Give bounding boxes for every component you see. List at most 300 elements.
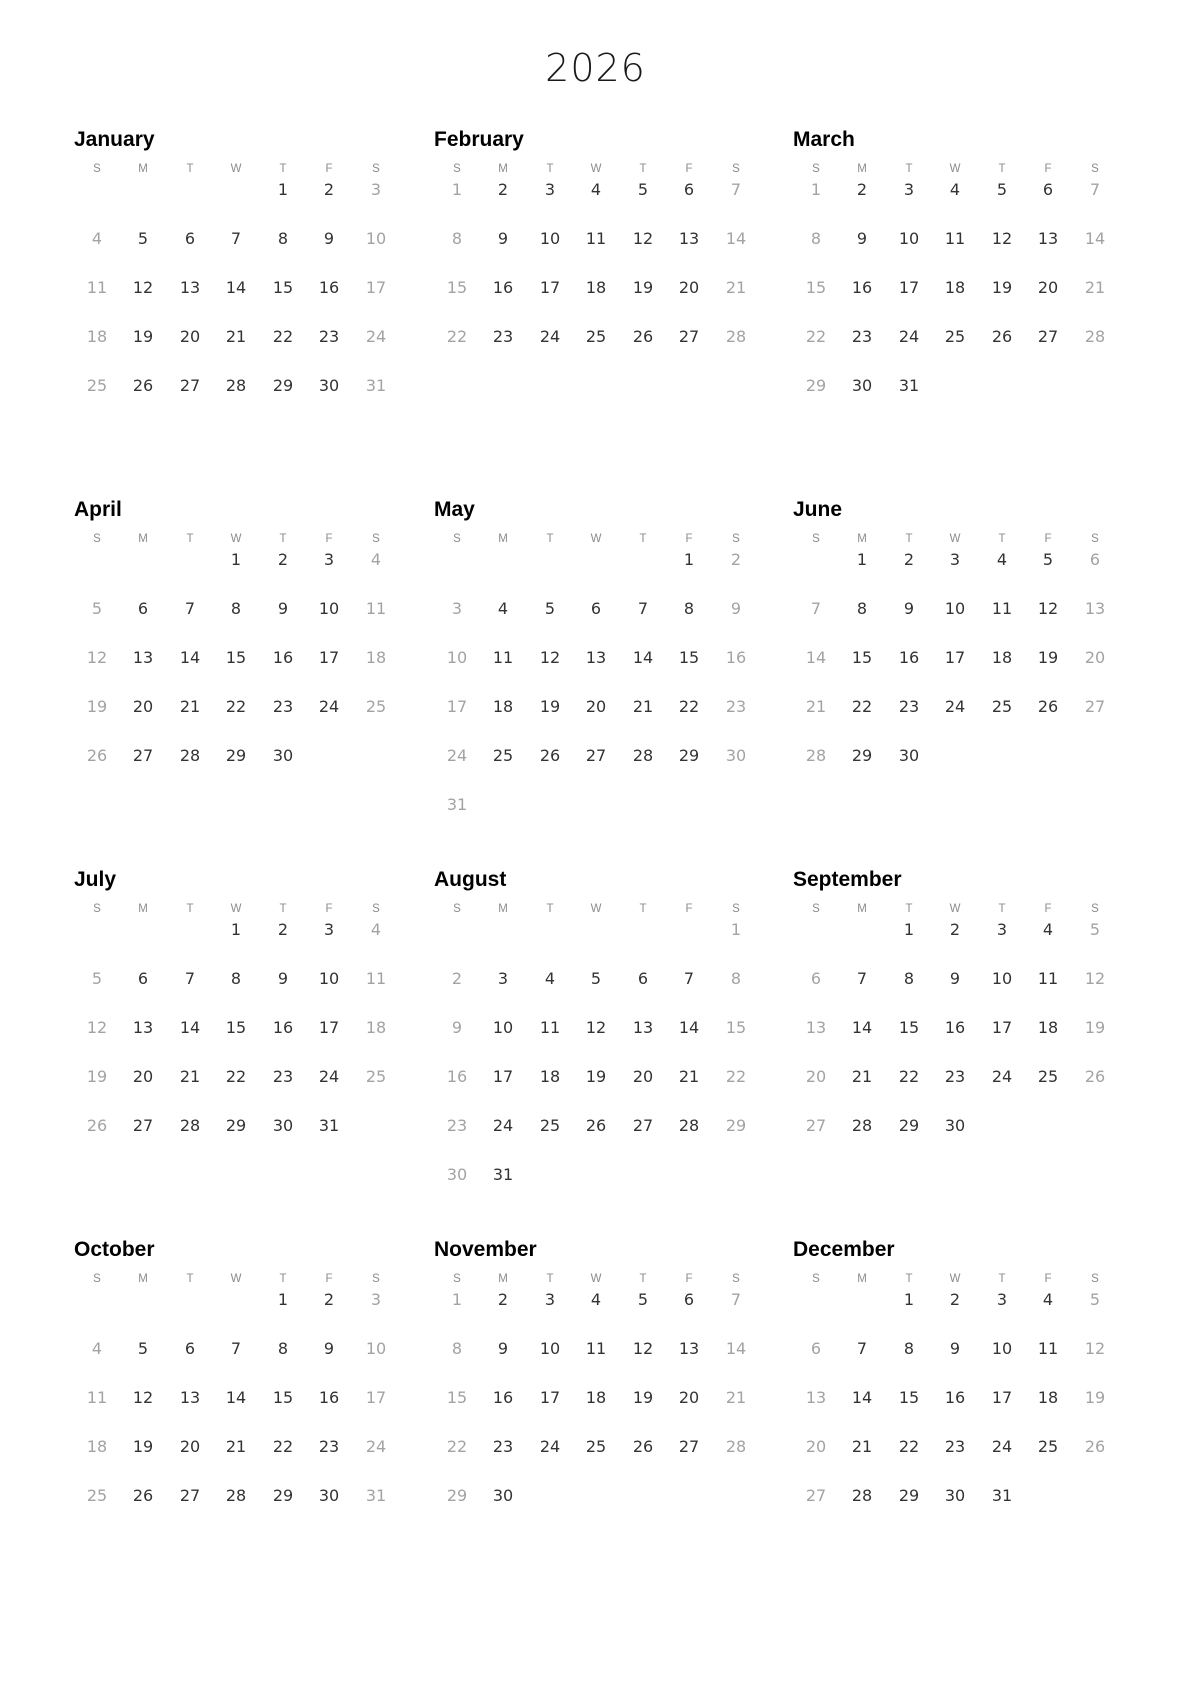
day-cell[interactable]: 8 xyxy=(903,1339,915,1358)
day-cell[interactable]: 24 xyxy=(539,1437,561,1456)
day-cell[interactable]: 1 xyxy=(230,920,242,939)
day-cell[interactable]: 14 xyxy=(632,648,654,667)
day-cell[interactable]: 4 xyxy=(1042,1290,1054,1309)
day-cell[interactable]: 8 xyxy=(903,969,915,988)
day-cell[interactable]: 12 xyxy=(632,229,654,248)
day-cell[interactable]: 27 xyxy=(585,746,607,765)
day-cell[interactable]: 22 xyxy=(898,1067,920,1086)
day-cell[interactable]: 6 xyxy=(810,1339,822,1358)
day-cell[interactable]: 12 xyxy=(86,648,108,667)
day-cell[interactable]: 8 xyxy=(451,229,463,248)
day-cell[interactable]: 19 xyxy=(1084,1018,1106,1037)
day-cell[interactable]: 12 xyxy=(86,1018,108,1037)
day-cell[interactable]: 16 xyxy=(272,1018,294,1037)
day-cell[interactable]: 5 xyxy=(91,599,103,618)
day-cell[interactable]: 17 xyxy=(365,1388,387,1407)
day-cell[interactable]: 23 xyxy=(318,327,340,346)
day-cell[interactable]: 22 xyxy=(805,327,827,346)
day-cell[interactable]: 29 xyxy=(678,746,700,765)
day-cell[interactable]: 7 xyxy=(637,599,649,618)
day-cell[interactable]: 2 xyxy=(949,920,961,939)
day-cell[interactable]: 12 xyxy=(1037,599,1059,618)
day-cell[interactable]: 12 xyxy=(132,278,154,297)
day-cell[interactable]: 17 xyxy=(898,278,920,297)
day-cell[interactable]: 7 xyxy=(683,969,695,988)
day-cell[interactable]: 27 xyxy=(132,1116,154,1135)
day-cell[interactable]: 30 xyxy=(492,1486,514,1505)
day-cell[interactable]: 16 xyxy=(851,278,873,297)
day-cell[interactable]: 11 xyxy=(585,1339,607,1358)
day-cell[interactable]: 3 xyxy=(949,550,961,569)
day-cell[interactable]: 4 xyxy=(544,969,556,988)
day-cell[interactable]: 29 xyxy=(225,1116,247,1135)
day-cell[interactable]: 4 xyxy=(590,180,602,199)
day-cell[interactable]: 10 xyxy=(991,1339,1013,1358)
day-cell[interactable]: 23 xyxy=(944,1067,966,1086)
day-cell[interactable]: 21 xyxy=(225,327,247,346)
day-cell[interactable]: 20 xyxy=(1037,278,1059,297)
day-cell[interactable]: 24 xyxy=(539,327,561,346)
day-cell[interactable]: 21 xyxy=(725,278,747,297)
day-cell[interactable]: 8 xyxy=(277,1339,289,1358)
day-cell[interactable]: 8 xyxy=(683,599,695,618)
day-cell[interactable]: 25 xyxy=(86,376,108,395)
day-cell[interactable]: 11 xyxy=(1037,1339,1059,1358)
day-cell[interactable]: 17 xyxy=(318,1018,340,1037)
day-cell[interactable]: 9 xyxy=(277,969,289,988)
day-cell[interactable]: 29 xyxy=(898,1486,920,1505)
day-cell[interactable]: 10 xyxy=(365,229,387,248)
day-cell[interactable]: 2 xyxy=(323,1290,335,1309)
day-cell[interactable]: 25 xyxy=(492,746,514,765)
day-cell[interactable]: 30 xyxy=(851,376,873,395)
day-cell[interactable]: 7 xyxy=(856,969,868,988)
day-cell[interactable]: 1 xyxy=(730,920,742,939)
day-cell[interactable]: 31 xyxy=(365,1486,387,1505)
day-cell[interactable]: 12 xyxy=(1084,969,1106,988)
day-cell[interactable]: 3 xyxy=(544,1290,556,1309)
day-cell[interactable]: 27 xyxy=(1084,697,1106,716)
day-cell[interactable]: 9 xyxy=(497,229,509,248)
day-cell[interactable]: 2 xyxy=(277,550,289,569)
day-cell[interactable]: 27 xyxy=(805,1116,827,1135)
day-cell[interactable]: 18 xyxy=(585,1388,607,1407)
day-cell[interactable]: 1 xyxy=(903,920,915,939)
day-cell[interactable]: 10 xyxy=(365,1339,387,1358)
day-cell[interactable]: 15 xyxy=(225,648,247,667)
day-cell[interactable]: 11 xyxy=(585,229,607,248)
day-cell[interactable]: 25 xyxy=(539,1116,561,1135)
day-cell[interactable]: 14 xyxy=(225,1388,247,1407)
day-cell[interactable]: 29 xyxy=(446,1486,468,1505)
day-cell[interactable]: 19 xyxy=(539,697,561,716)
day-cell[interactable]: 28 xyxy=(225,376,247,395)
day-cell[interactable]: 23 xyxy=(318,1437,340,1456)
day-cell[interactable]: 26 xyxy=(86,746,108,765)
day-cell[interactable]: 14 xyxy=(725,229,747,248)
day-cell[interactable]: 14 xyxy=(678,1018,700,1037)
day-cell[interactable]: 27 xyxy=(632,1116,654,1135)
day-cell[interactable]: 13 xyxy=(1084,599,1106,618)
day-cell[interactable]: 4 xyxy=(996,550,1008,569)
day-cell[interactable]: 29 xyxy=(272,1486,294,1505)
day-cell[interactable]: 20 xyxy=(678,1388,700,1407)
day-cell[interactable]: 19 xyxy=(86,1067,108,1086)
day-cell[interactable]: 21 xyxy=(678,1067,700,1086)
day-cell[interactable]: 19 xyxy=(632,278,654,297)
day-cell[interactable]: 19 xyxy=(1037,648,1059,667)
day-cell[interactable]: 21 xyxy=(805,697,827,716)
day-cell[interactable]: 20 xyxy=(585,697,607,716)
day-cell[interactable]: 20 xyxy=(132,697,154,716)
day-cell[interactable]: 20 xyxy=(678,278,700,297)
day-cell[interactable]: 11 xyxy=(1037,969,1059,988)
day-cell[interactable]: 6 xyxy=(637,969,649,988)
day-cell[interactable]: 30 xyxy=(318,376,340,395)
day-cell[interactable]: 27 xyxy=(678,1437,700,1456)
day-cell[interactable]: 10 xyxy=(318,599,340,618)
day-cell[interactable]: 18 xyxy=(492,697,514,716)
day-cell[interactable]: 16 xyxy=(492,278,514,297)
day-cell[interactable]: 18 xyxy=(86,1437,108,1456)
day-cell[interactable]: 28 xyxy=(678,1116,700,1135)
day-cell[interactable]: 29 xyxy=(851,746,873,765)
day-cell[interactable]: 2 xyxy=(323,180,335,199)
day-cell[interactable]: 16 xyxy=(272,648,294,667)
day-cell[interactable]: 13 xyxy=(678,1339,700,1358)
day-cell[interactable]: 14 xyxy=(805,648,827,667)
day-cell[interactable]: 22 xyxy=(446,327,468,346)
day-cell[interactable]: 6 xyxy=(137,599,149,618)
day-cell[interactable]: 2 xyxy=(497,1290,509,1309)
day-cell[interactable]: 4 xyxy=(91,229,103,248)
day-cell[interactable]: 31 xyxy=(898,376,920,395)
day-cell[interactable]: 24 xyxy=(318,697,340,716)
day-cell[interactable]: 20 xyxy=(179,1437,201,1456)
day-cell[interactable]: 3 xyxy=(370,180,382,199)
day-cell[interactable]: 26 xyxy=(1084,1067,1106,1086)
day-cell[interactable]: 27 xyxy=(179,376,201,395)
day-cell[interactable]: 4 xyxy=(370,920,382,939)
day-cell[interactable]: 12 xyxy=(991,229,1013,248)
day-cell[interactable]: 15 xyxy=(851,648,873,667)
day-cell[interactable]: 12 xyxy=(539,648,561,667)
day-cell[interactable]: 24 xyxy=(446,746,468,765)
day-cell[interactable]: 19 xyxy=(585,1067,607,1086)
day-cell[interactable]: 13 xyxy=(132,1018,154,1037)
day-cell[interactable]: 9 xyxy=(949,1339,961,1358)
day-cell[interactable]: 3 xyxy=(323,550,335,569)
day-cell[interactable]: 23 xyxy=(898,697,920,716)
day-cell[interactable]: 6 xyxy=(184,1339,196,1358)
day-cell[interactable]: 11 xyxy=(86,278,108,297)
day-cell[interactable]: 18 xyxy=(365,648,387,667)
day-cell[interactable]: 5 xyxy=(1042,550,1054,569)
day-cell[interactable]: 24 xyxy=(318,1067,340,1086)
day-cell[interactable]: 20 xyxy=(805,1437,827,1456)
day-cell[interactable]: 18 xyxy=(1037,1388,1059,1407)
day-cell[interactable]: 26 xyxy=(132,1486,154,1505)
day-cell[interactable]: 30 xyxy=(898,746,920,765)
day-cell[interactable]: 7 xyxy=(730,1290,742,1309)
day-cell[interactable]: 26 xyxy=(132,376,154,395)
day-cell[interactable]: 17 xyxy=(446,697,468,716)
day-cell[interactable]: 14 xyxy=(179,648,201,667)
day-cell[interactable]: 13 xyxy=(678,229,700,248)
day-cell[interactable]: 15 xyxy=(225,1018,247,1037)
day-cell[interactable]: 9 xyxy=(323,229,335,248)
day-cell[interactable]: 15 xyxy=(805,278,827,297)
day-cell[interactable]: 28 xyxy=(805,746,827,765)
day-cell[interactable]: 17 xyxy=(492,1067,514,1086)
day-cell[interactable]: 5 xyxy=(637,1290,649,1309)
day-cell[interactable]: 18 xyxy=(991,648,1013,667)
day-cell[interactable]: 30 xyxy=(725,746,747,765)
day-cell[interactable]: 24 xyxy=(944,697,966,716)
day-cell[interactable]: 19 xyxy=(1084,1388,1106,1407)
day-cell[interactable]: 22 xyxy=(225,697,247,716)
day-cell[interactable]: 14 xyxy=(725,1339,747,1358)
day-cell[interactable]: 19 xyxy=(991,278,1013,297)
day-cell[interactable]: 19 xyxy=(632,1388,654,1407)
day-cell[interactable]: 19 xyxy=(86,697,108,716)
day-cell[interactable]: 4 xyxy=(1042,920,1054,939)
day-cell[interactable]: 4 xyxy=(91,1339,103,1358)
day-cell[interactable]: 6 xyxy=(683,1290,695,1309)
day-cell[interactable]: 16 xyxy=(944,1018,966,1037)
day-cell[interactable]: 18 xyxy=(86,327,108,346)
day-cell[interactable]: 10 xyxy=(991,969,1013,988)
day-cell[interactable]: 16 xyxy=(725,648,747,667)
day-cell[interactable]: 21 xyxy=(179,697,201,716)
day-cell[interactable]: 26 xyxy=(991,327,1013,346)
day-cell[interactable]: 11 xyxy=(365,969,387,988)
day-cell[interactable]: 6 xyxy=(683,180,695,199)
day-cell[interactable]: 13 xyxy=(179,1388,201,1407)
day-cell[interactable]: 29 xyxy=(225,746,247,765)
day-cell[interactable]: 10 xyxy=(318,969,340,988)
day-cell[interactable]: 12 xyxy=(585,1018,607,1037)
day-cell[interactable]: 7 xyxy=(856,1339,868,1358)
day-cell[interactable]: 25 xyxy=(585,327,607,346)
day-cell[interactable]: 24 xyxy=(898,327,920,346)
day-cell[interactable]: 22 xyxy=(272,327,294,346)
day-cell[interactable]: 9 xyxy=(903,599,915,618)
day-cell[interactable]: 10 xyxy=(539,229,561,248)
day-cell[interactable]: 2 xyxy=(277,920,289,939)
day-cell[interactable]: 23 xyxy=(492,1437,514,1456)
day-cell[interactable]: 18 xyxy=(944,278,966,297)
day-cell[interactable]: 3 xyxy=(370,1290,382,1309)
day-cell[interactable]: 31 xyxy=(991,1486,1013,1505)
day-cell[interactable]: 6 xyxy=(184,229,196,248)
day-cell[interactable]: 29 xyxy=(898,1116,920,1135)
day-cell[interactable]: 25 xyxy=(1037,1067,1059,1086)
day-cell[interactable]: 5 xyxy=(1089,1290,1101,1309)
day-cell[interactable]: 26 xyxy=(86,1116,108,1135)
day-cell[interactable]: 8 xyxy=(451,1339,463,1358)
day-cell[interactable]: 16 xyxy=(318,1388,340,1407)
day-cell[interactable]: 6 xyxy=(590,599,602,618)
day-cell[interactable]: 2 xyxy=(730,550,742,569)
day-cell[interactable]: 15 xyxy=(446,278,468,297)
day-cell[interactable]: 11 xyxy=(944,229,966,248)
day-cell[interactable]: 27 xyxy=(805,1486,827,1505)
day-cell[interactable]: 23 xyxy=(851,327,873,346)
day-cell[interactable]: 23 xyxy=(944,1437,966,1456)
day-cell[interactable]: 20 xyxy=(1084,648,1106,667)
day-cell[interactable]: 24 xyxy=(991,1067,1013,1086)
day-cell[interactable]: 3 xyxy=(544,180,556,199)
day-cell[interactable]: 9 xyxy=(497,1339,509,1358)
day-cell[interactable]: 12 xyxy=(132,1388,154,1407)
day-cell[interactable]: 21 xyxy=(851,1067,873,1086)
day-cell[interactable]: 25 xyxy=(1037,1437,1059,1456)
day-cell[interactable]: 17 xyxy=(991,1018,1013,1037)
day-cell[interactable]: 14 xyxy=(225,278,247,297)
day-cell[interactable]: 9 xyxy=(323,1339,335,1358)
day-cell[interactable]: 6 xyxy=(1042,180,1054,199)
day-cell[interactable]: 15 xyxy=(446,1388,468,1407)
day-cell[interactable]: 11 xyxy=(86,1388,108,1407)
day-cell[interactable]: 20 xyxy=(632,1067,654,1086)
day-cell[interactable]: 22 xyxy=(851,697,873,716)
day-cell[interactable]: 4 xyxy=(590,1290,602,1309)
day-cell[interactable]: 17 xyxy=(539,278,561,297)
day-cell[interactable]: 30 xyxy=(272,746,294,765)
day-cell[interactable]: 9 xyxy=(730,599,742,618)
day-cell[interactable]: 13 xyxy=(805,1018,827,1037)
day-cell[interactable]: 8 xyxy=(230,969,242,988)
day-cell[interactable]: 10 xyxy=(492,1018,514,1037)
day-cell[interactable]: 19 xyxy=(132,327,154,346)
day-cell[interactable]: 3 xyxy=(996,920,1008,939)
day-cell[interactable]: 6 xyxy=(1089,550,1101,569)
day-cell[interactable]: 1 xyxy=(810,180,822,199)
day-cell[interactable]: 21 xyxy=(179,1067,201,1086)
day-cell[interactable]: 7 xyxy=(230,1339,242,1358)
day-cell[interactable]: 22 xyxy=(898,1437,920,1456)
day-cell[interactable]: 20 xyxy=(179,327,201,346)
day-cell[interactable]: 1 xyxy=(230,550,242,569)
day-cell[interactable]: 18 xyxy=(1037,1018,1059,1037)
day-cell[interactable]: 8 xyxy=(810,229,822,248)
day-cell[interactable]: 27 xyxy=(1037,327,1059,346)
day-cell[interactable]: 30 xyxy=(944,1116,966,1135)
day-cell[interactable]: 28 xyxy=(179,746,201,765)
day-cell[interactable]: 29 xyxy=(805,376,827,395)
day-cell[interactable]: 8 xyxy=(730,969,742,988)
day-cell[interactable]: 26 xyxy=(1084,1437,1106,1456)
day-cell[interactable]: 21 xyxy=(851,1437,873,1456)
day-cell[interactable]: 28 xyxy=(179,1116,201,1135)
day-cell[interactable]: 17 xyxy=(539,1388,561,1407)
day-cell[interactable]: 6 xyxy=(810,969,822,988)
day-cell[interactable]: 29 xyxy=(725,1116,747,1135)
day-cell[interactable]: 5 xyxy=(637,180,649,199)
day-cell[interactable]: 1 xyxy=(451,1290,463,1309)
day-cell[interactable]: 26 xyxy=(632,1437,654,1456)
day-cell[interactable]: 6 xyxy=(137,969,149,988)
day-cell[interactable]: 23 xyxy=(272,697,294,716)
day-cell[interactable]: 30 xyxy=(944,1486,966,1505)
day-cell[interactable]: 25 xyxy=(365,1067,387,1086)
day-cell[interactable]: 13 xyxy=(632,1018,654,1037)
day-cell[interactable]: 23 xyxy=(446,1116,468,1135)
day-cell[interactable]: 2 xyxy=(903,550,915,569)
day-cell[interactable]: 28 xyxy=(1084,327,1106,346)
day-cell[interactable]: 25 xyxy=(86,1486,108,1505)
day-cell[interactable]: 13 xyxy=(585,648,607,667)
day-cell[interactable]: 23 xyxy=(272,1067,294,1086)
day-cell[interactable]: 17 xyxy=(365,278,387,297)
day-cell[interactable]: 3 xyxy=(451,599,463,618)
day-cell[interactable]: 13 xyxy=(179,278,201,297)
day-cell[interactable]: 7 xyxy=(730,180,742,199)
day-cell[interactable]: 26 xyxy=(1037,697,1059,716)
day-cell[interactable]: 9 xyxy=(451,1018,463,1037)
day-cell[interactable]: 25 xyxy=(365,697,387,716)
day-cell[interactable]: 4 xyxy=(497,599,509,618)
day-cell[interactable]: 22 xyxy=(725,1067,747,1086)
day-cell[interactable]: 30 xyxy=(318,1486,340,1505)
day-cell[interactable]: 23 xyxy=(492,327,514,346)
day-cell[interactable]: 26 xyxy=(632,327,654,346)
day-cell[interactable]: 20 xyxy=(132,1067,154,1086)
day-cell[interactable]: 14 xyxy=(851,1018,873,1037)
day-cell[interactable]: 30 xyxy=(272,1116,294,1135)
day-cell[interactable]: 1 xyxy=(903,1290,915,1309)
day-cell[interactable]: 22 xyxy=(446,1437,468,1456)
day-cell[interactable]: 25 xyxy=(944,327,966,346)
day-cell[interactable]: 21 xyxy=(725,1388,747,1407)
day-cell[interactable]: 15 xyxy=(725,1018,747,1037)
day-cell[interactable]: 16 xyxy=(492,1388,514,1407)
day-cell[interactable]: 8 xyxy=(856,599,868,618)
day-cell[interactable]: 7 xyxy=(230,229,242,248)
day-cell[interactable]: 10 xyxy=(446,648,468,667)
day-cell[interactable]: 1 xyxy=(277,1290,289,1309)
day-cell[interactable]: 31 xyxy=(492,1165,514,1184)
day-cell[interactable]: 10 xyxy=(539,1339,561,1358)
day-cell[interactable]: 13 xyxy=(805,1388,827,1407)
day-cell[interactable]: 28 xyxy=(851,1116,873,1135)
day-cell[interactable]: 18 xyxy=(539,1067,561,1086)
day-cell[interactable]: 27 xyxy=(678,327,700,346)
day-cell[interactable]: 11 xyxy=(991,599,1013,618)
day-cell[interactable]: 14 xyxy=(179,1018,201,1037)
day-cell[interactable]: 27 xyxy=(179,1486,201,1505)
day-cell[interactable]: 15 xyxy=(272,1388,294,1407)
day-cell[interactable]: 22 xyxy=(272,1437,294,1456)
day-cell[interactable]: 28 xyxy=(725,1437,747,1456)
day-cell[interactable]: 17 xyxy=(991,1388,1013,1407)
day-cell[interactable]: 1 xyxy=(277,180,289,199)
day-cell[interactable]: 16 xyxy=(446,1067,468,1086)
day-cell[interactable]: 5 xyxy=(91,969,103,988)
day-cell[interactable]: 14 xyxy=(1084,229,1106,248)
day-cell[interactable]: 22 xyxy=(678,697,700,716)
day-cell[interactable]: 22 xyxy=(225,1067,247,1086)
day-cell[interactable]: 13 xyxy=(1037,229,1059,248)
day-cell[interactable]: 15 xyxy=(272,278,294,297)
day-cell[interactable]: 8 xyxy=(230,599,242,618)
day-cell[interactable]: 30 xyxy=(446,1165,468,1184)
day-cell[interactable]: 9 xyxy=(856,229,868,248)
day-cell[interactable]: 24 xyxy=(492,1116,514,1135)
day-cell[interactable]: 1 xyxy=(856,550,868,569)
day-cell[interactable]: 2 xyxy=(856,180,868,199)
